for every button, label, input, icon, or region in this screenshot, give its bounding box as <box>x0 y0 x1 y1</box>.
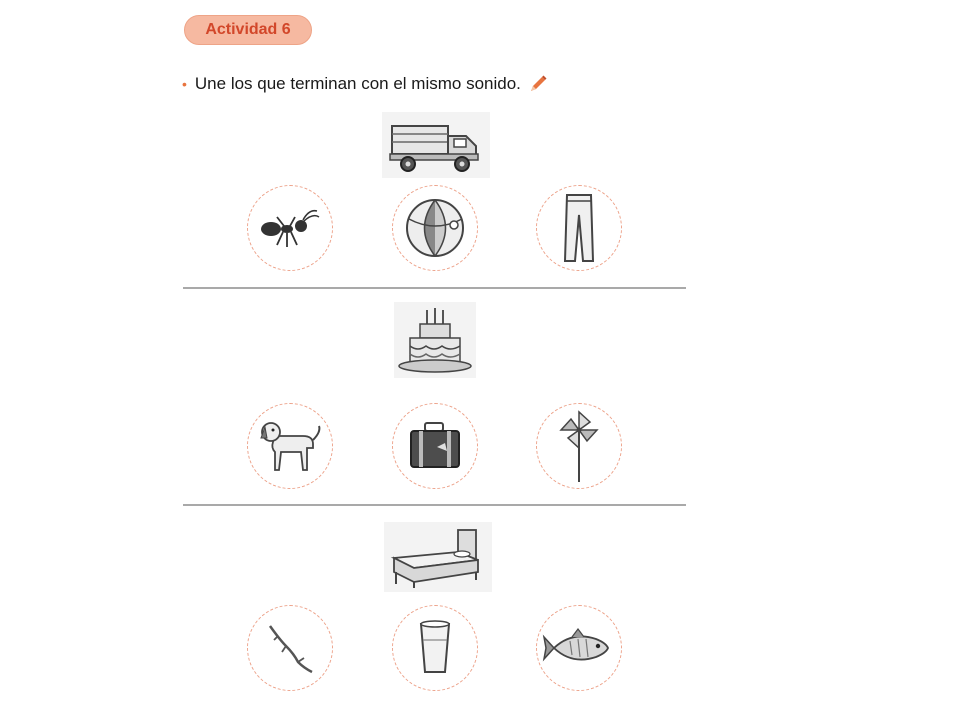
bed-icon <box>384 522 492 592</box>
row-divider <box>183 504 686 506</box>
instruction-bullet: • <box>182 76 187 92</box>
ant-icon <box>257 203 323 253</box>
twig-icon <box>260 618 320 678</box>
instruction-text: Une los que terminan con el mismo sonido. <box>194 74 521 93</box>
option-circle[interactable] <box>392 185 478 271</box>
option-circle[interactable] <box>536 403 622 489</box>
truck-icon <box>382 112 490 178</box>
option-circle[interactable] <box>247 185 333 271</box>
suitcase-icon <box>405 419 465 473</box>
option-circle[interactable] <box>247 403 333 489</box>
pencil-icon <box>527 73 549 95</box>
option-circle[interactable] <box>536 185 622 271</box>
row-divider <box>183 287 686 289</box>
birthday-cake-icon <box>394 302 476 378</box>
instruction <box>182 72 549 96</box>
beach-ball-icon <box>404 197 466 259</box>
option-circle[interactable] <box>392 605 478 691</box>
activity-badge <box>184 15 312 45</box>
activity-label: Actividad 6 <box>205 21 291 38</box>
glass-icon <box>415 618 455 678</box>
prompt-picture-2 <box>394 302 476 378</box>
fish-icon <box>542 625 616 671</box>
pinwheel-icon <box>554 408 604 484</box>
dog-icon <box>257 418 323 474</box>
prompt-picture-1 <box>382 112 490 178</box>
prompt-picture-3 <box>384 522 492 592</box>
option-circle[interactable] <box>536 605 622 691</box>
option-circle[interactable] <box>247 605 333 691</box>
pants-icon <box>559 191 599 265</box>
option-circle[interactable] <box>392 403 478 489</box>
